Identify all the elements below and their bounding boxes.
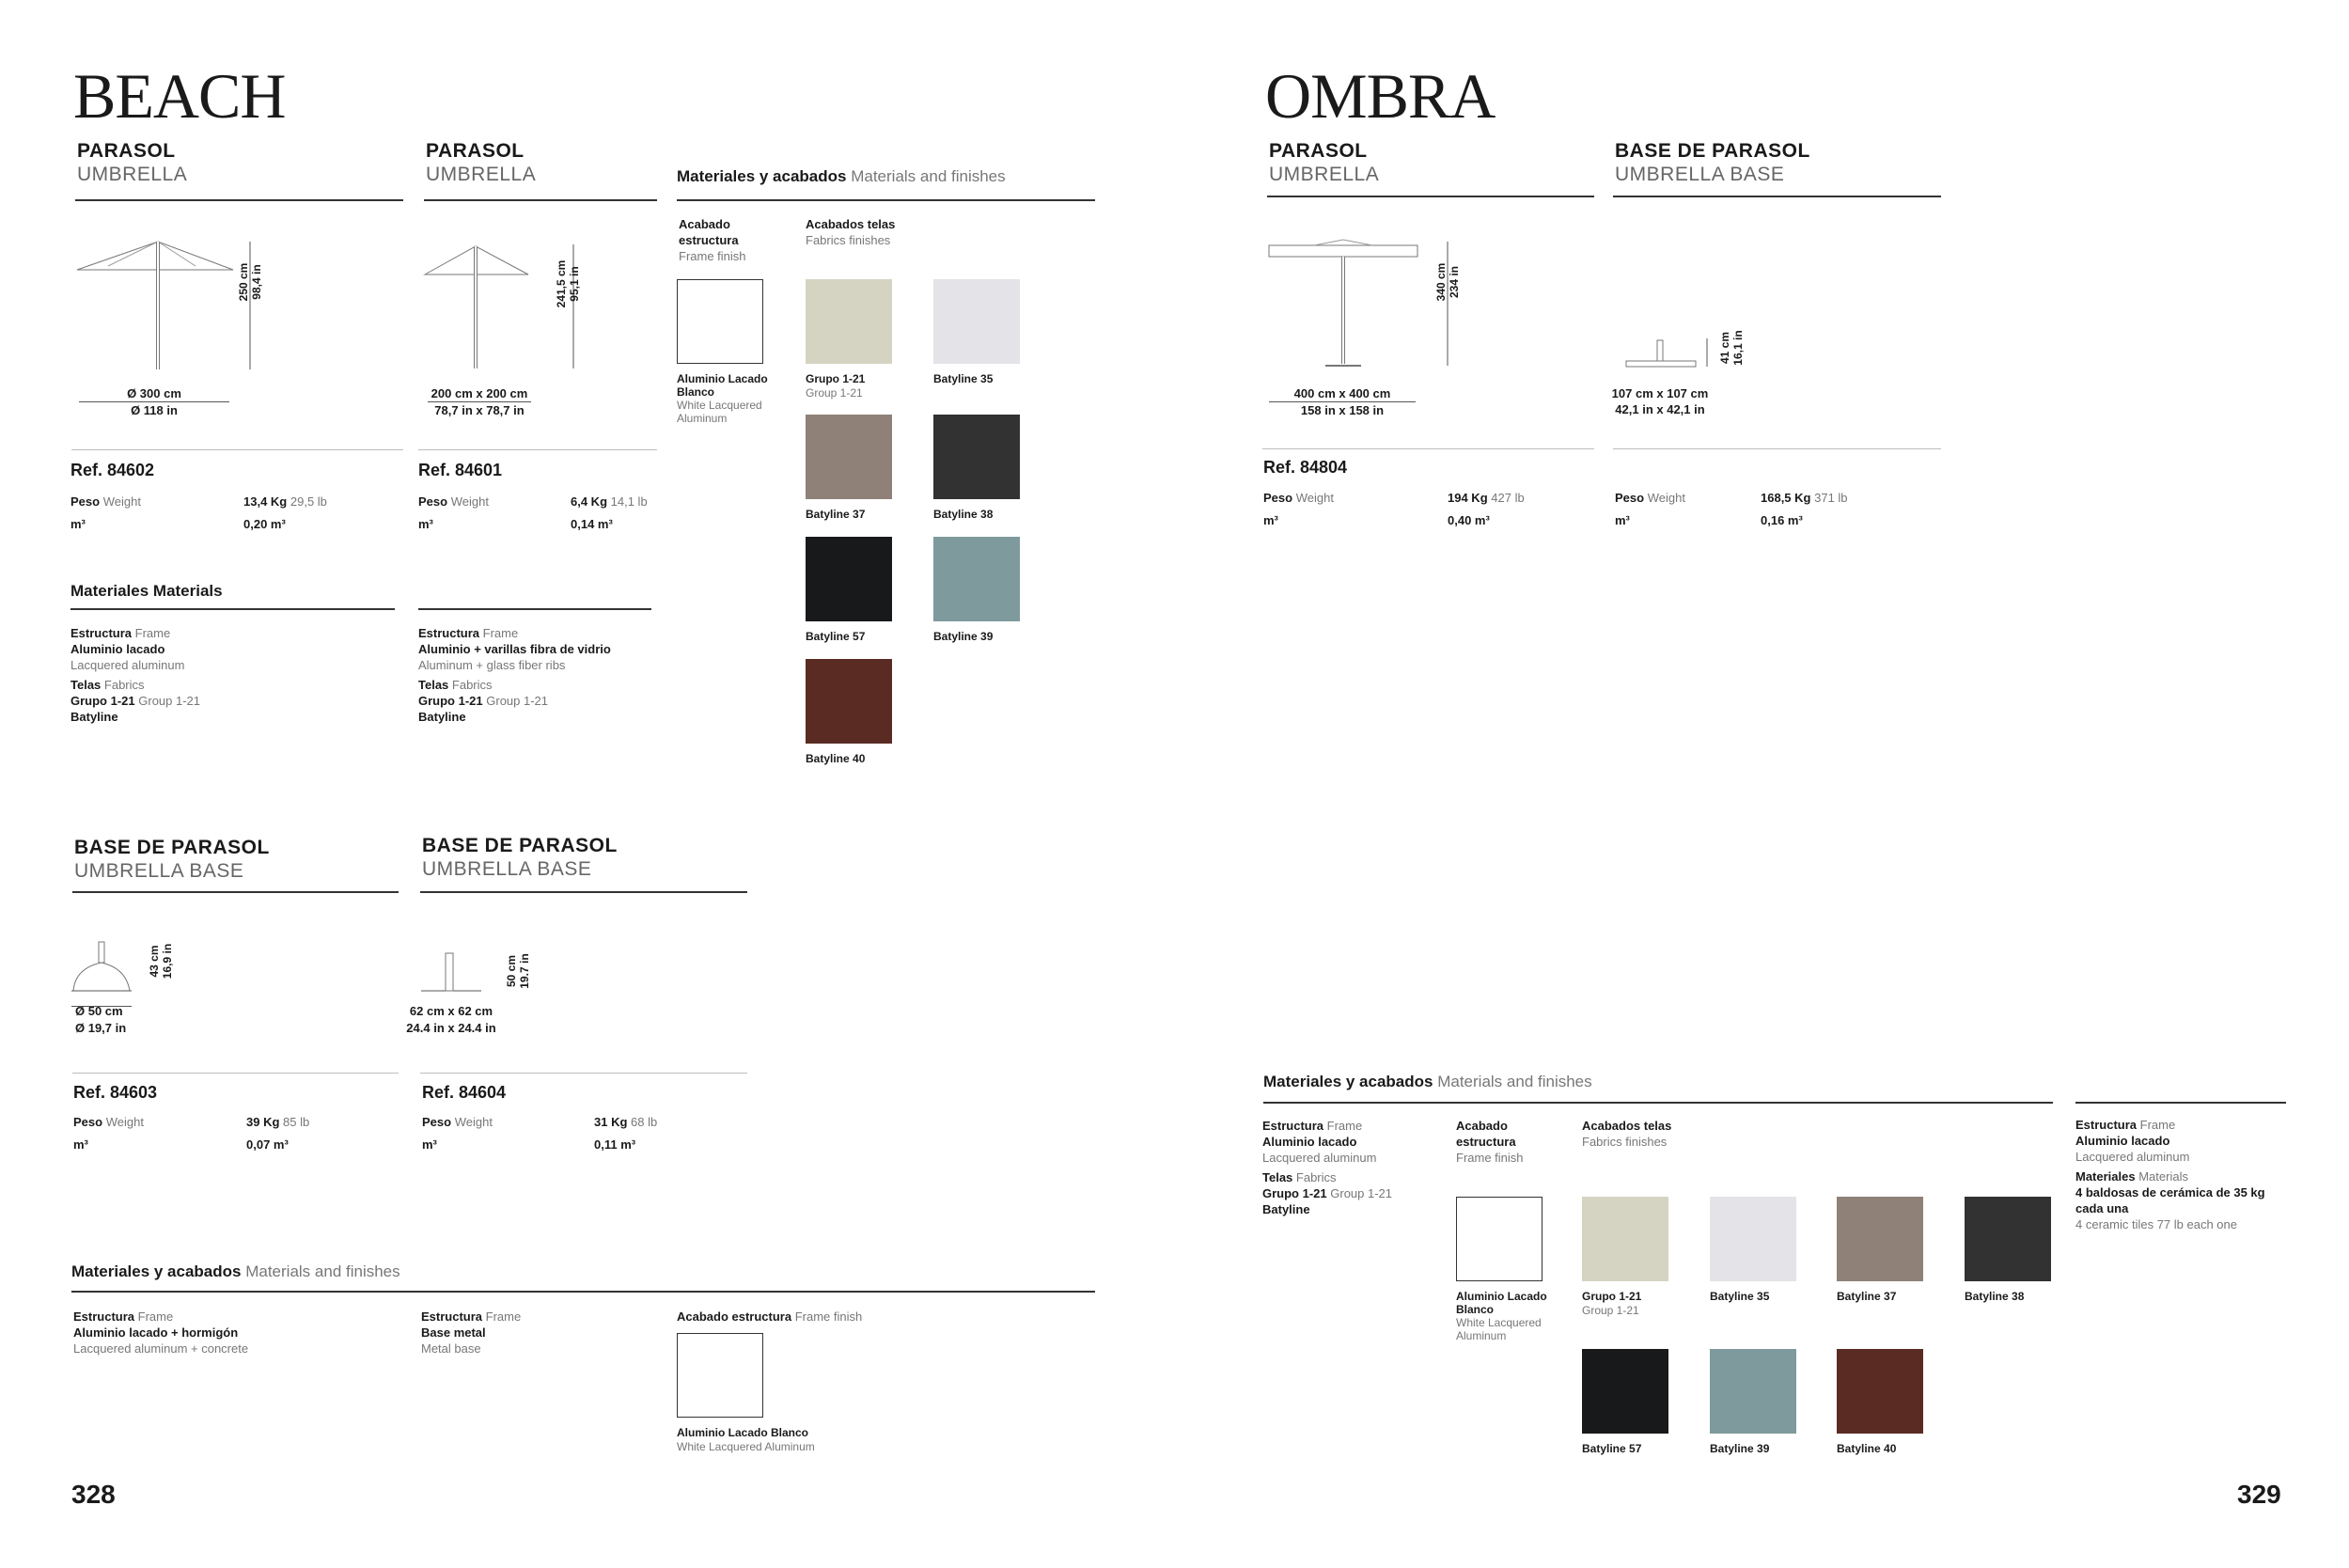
base-b-weight: 31 Kg 68 lb [594,1115,658,1129]
base-a-width: Ø 50 cm [75,1004,123,1018]
left-swatch-batyline-38 [933,415,1020,499]
base-a-weight: 39 Kg 85 lb [246,1115,310,1129]
base-swatch-label: Aluminio Lacado Blanco White Lacquered Aluminum [677,1426,815,1453]
ombra-parasol-volume-label: m³ [1263,513,1278,527]
ombra-parasol-volume: 0,40 m³ [1448,513,1490,527]
ombra-parasol-drawing [1267,240,1455,371]
parasol-a-weight-label: Peso Weight [70,494,141,509]
ombra-base-width: 107 cm x 107 cm [1611,386,1709,400]
ombra-base-volume: 0,16 m³ [1761,513,1803,527]
parasol-a-height: 250 cm 98,4 in [237,262,263,302]
base-b-volume-label: m³ [422,1137,437,1152]
right-swatch-label: Batyline 35 [1710,1290,1770,1303]
base-swatch-white-aluminum [677,1333,763,1418]
parasol-b-weight-label: Peso Weight [418,494,489,509]
right-swatch-label: Batyline 57 [1582,1442,1642,1455]
left-swatch-batyline-35 [933,279,1020,364]
base-a-volume: 0,07 m³ [246,1137,289,1152]
left-swatch-label: Batyline 39 [933,630,994,643]
left-swatch-label: Batyline 35 [933,372,994,385]
ombra-base-heading: BASE DE PARASOL [1615,140,1810,162]
materials-heading: Materiales Materials [70,582,223,600]
left-swatch-batyline-40 [806,659,892,744]
left-swatch-batyline-37 [806,415,892,499]
parasol-b-height: 241,5 cm 95,1 in [555,259,581,308]
parasol-a-volume: 0,20 m³ [243,517,286,531]
ombra-base-width-in: 42,1 in x 42,1 in [1615,402,1705,416]
base-a-volume-label: m³ [73,1137,88,1152]
left-swatch-batyline-39 [933,537,1020,621]
finishes-fabric-col: Acabados telas Fabrics finishes [806,217,896,247]
base-a-ref: Ref. 84603 [73,1083,158,1102]
base-a-subheading: UMBRELLA BASE [74,860,244,882]
left-swatch-label: Batyline 40 [806,752,866,765]
left-swatch-label: Batyline 57 [806,630,866,643]
ombra-base-subheading: UMBRELLA BASE [1615,164,1785,185]
right-swatch-grupo-1-21 [1582,1197,1668,1281]
finishes-frame-col: Acabado estructura Frame finish [679,217,746,263]
base-b-weight-label: Peso Weight [422,1115,493,1129]
parasol-b-width: 200 cm x 200 cm [431,386,528,400]
parasol-b-volume: 0,14 m³ [571,517,613,531]
parasol-a-rule [75,199,403,201]
parasol-a-ref: Ref. 84602 [70,461,155,479]
left-swatch-label: Grupo 1-21 Group 1-21 [806,372,866,400]
ombra-fabric-finish-col: Acabados telas Fabrics finishes [1582,1119,1672,1149]
parasol-a-volume-label: m³ [70,517,86,531]
left-swatch-label: Batyline 38 [933,508,994,521]
parasol-b-ref: Ref. 84601 [418,461,503,479]
parasol-b-heading: PARASOL [426,140,525,162]
right-swatch-batyline-35 [1710,1197,1796,1281]
ombra-base-materials: Estructura Frame Aluminio lacado Lacquered aluminum Materiales Materials 4 baldosas de cerámica de 35 kg cada una 4 ceramic tiles 77 lb each one [2075,1118,2265,1231]
ombra-base-weight: 168,5 Kg 371 lb [1761,491,1848,505]
right-swatch-batyline-40 [1837,1349,1923,1434]
materials-col-a: Estructura Frame Aluminio lacado Lacquered aluminum Telas Fabrics Grupo 1-21 Group 1-21 Batyline [70,626,201,724]
right-swatch-batyline-39 [1710,1349,1796,1434]
left-swatch-batyline-57 [806,537,892,621]
ombra-parasol-subheading: UMBRELLA [1269,164,1380,185]
base-b-height: 50 cm 19.7 in [505,953,531,989]
ombra-base-weight-label: Peso Weight [1615,491,1685,505]
base-finishes-col-b: Estructura Frame Base metal Metal base [421,1309,522,1356]
ombra-materials-col: Estructura Frame Aluminio lacado Lacquered aluminum Telas Fabrics Grupo 1-21 Group 1-21 Batyline [1262,1119,1393,1216]
base-finishes-heading: Materiales y acabados Materials and finishes [71,1262,400,1280]
base-b-volume: 0,11 m³ [594,1137,636,1152]
ombra-parasol-weight-label: Peso Weight [1263,491,1334,505]
page-number-right: 329 [2237,1480,2281,1509]
swatch-white-aluminum [677,279,763,364]
left-swatch-label: Batyline 37 [806,508,866,521]
base-a-width-in: Ø 19,7 in [75,1021,127,1035]
parasol-b-width-in: 78,7 in x 78,7 in [434,403,525,417]
ombra-finishes-heading: Materiales y acabados Materials and finishes [1263,1073,1592,1090]
ombra-parasol-ref: Ref. 84804 [1263,458,1348,477]
ombra-base-height: 41 cm 16,1 in [1718,330,1745,366]
right-swatch-label: Batyline 37 [1837,1290,1897,1303]
base-b-drawing [421,951,487,994]
parasol-b-rule [424,199,657,201]
ombra-base-drawing [1624,338,1714,371]
ombra-parasol-width-in: 158 in x 158 in [1300,403,1385,417]
parasol-a-width: Ø 300 cm [127,386,181,400]
ombra-swatch-white-aluminum [1456,1197,1543,1281]
parasol-a-subheading: UMBRELLA [77,164,188,185]
parasol-a-heading: PARASOL [77,140,176,162]
right-swatch-batyline-38 [1965,1197,2051,1281]
parasol-b-weight: 6,4 Kg 14,1 lb [571,494,648,509]
swatch-white-aluminum-label: Aluminio Lacado Blanco White Lacquered Aluminum [677,372,768,425]
right-swatch-batyline-57 [1582,1349,1668,1434]
base-finishes-col-c: Acabado estructura Frame finish [677,1309,863,1324]
ombra-parasol-height: 340 cm 234 in [1434,262,1461,302]
ombra-parasol-heading: PARASOL [1269,140,1368,162]
right-swatch-label: Batyline 39 [1710,1442,1770,1455]
base-finishes-col-a: Estructura Frame Aluminio lacado + hormigón Lacquered aluminum + concrete [73,1309,249,1356]
parasol-b-volume-label: m³ [418,517,433,531]
ombra-frame-finish-col: Acabado estructura Frame finish [1456,1119,1524,1165]
parasol-a-drawing [75,240,244,371]
right-swatch-label: Grupo 1-21 Group 1-21 [1582,1290,1642,1317]
left-swatch-grupo-1-21 [806,279,892,364]
base-a-height: 43 cm 16,9 in [148,943,174,980]
finishes-heading: Materiales y acabados Materials and finishes [677,167,1006,185]
base-b-heading: BASE DE PARASOL [422,835,618,856]
page-number-left: 328 [71,1480,116,1509]
right-swatch-batyline-37 [1837,1197,1923,1281]
base-b-width: 62 cm x 62 cm [409,1004,493,1018]
base-a-weight-label: Peso Weight [73,1115,144,1129]
beach-title: BEACH [73,60,286,132]
base-a-heading: BASE DE PARASOL [74,837,270,858]
parasol-b-drawing [423,244,573,371]
ombra-parasol-width: 400 cm x 400 cm [1293,386,1391,400]
materials-col-b: Estructura Frame Aluminio + varillas fibra de vidrio Aluminum + glass fiber ribs Telas Fabrics Grupo 1-21 Group 1-21 Batyline [418,626,611,724]
ombra-title: OMBRA [1265,60,1496,132]
right-swatch-label: Batyline 38 [1965,1290,2025,1303]
parasol-b-subheading: UMBRELLA [426,164,537,185]
base-b-subheading: UMBRELLA BASE [422,858,592,880]
ombra-parasol-weight: 194 Kg 427 lb [1448,491,1525,505]
ombra-base-volume-label: m³ [1615,513,1630,527]
base-a-drawing [71,940,156,996]
right-swatch-label: Batyline 40 [1837,1442,1897,1455]
parasol-a-width-in: Ø 118 in [131,403,178,417]
ombra-swatch-white-aluminum-label: Aluminio Lacado Blanco White Lacquered Aluminum [1456,1290,1547,1342]
base-b-ref: Ref. 84604 [422,1083,507,1102]
parasol-a-weight: 13,4 Kg 29,5 lb [243,494,327,509]
base-b-width-in: 24.4 in x 24.4 in [406,1021,496,1035]
